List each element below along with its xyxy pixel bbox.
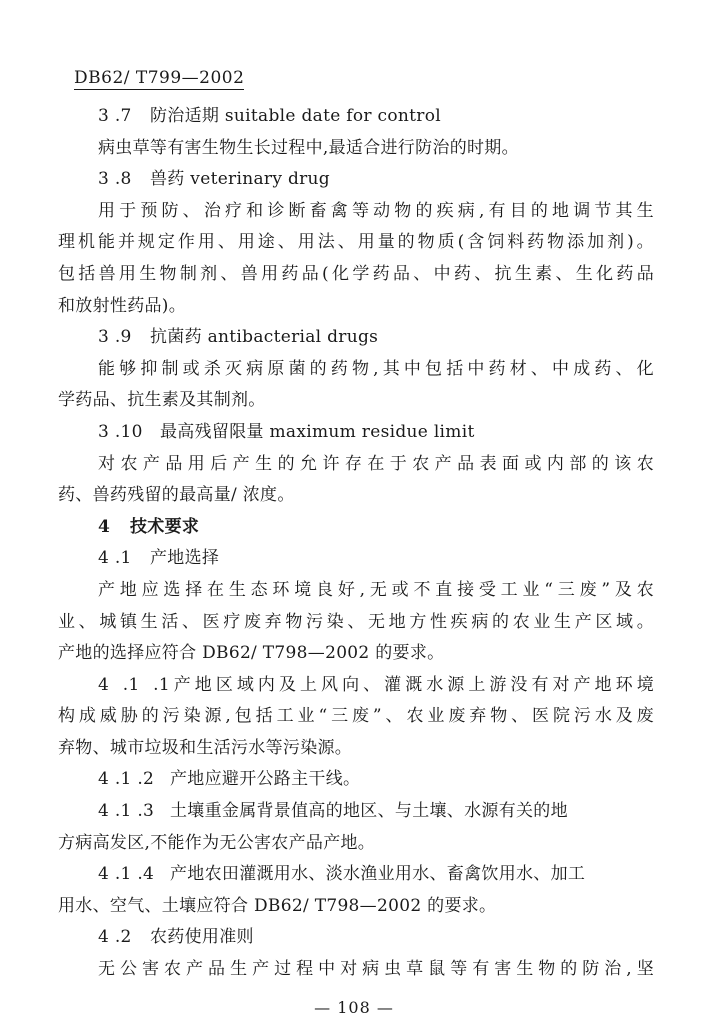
paragraph-text: 产地农田灌溉用水、淡水渔业用水、畜禽饮用水、加工 <box>170 864 586 885</box>
section-4-1-3-line <box>58 796 654 828</box>
paragraph-line: 产地应选择在生态环境良好,无或不直接受工业“三废”及农 <box>98 579 654 600</box>
paragraph-line: 理机能并规定作用、用途、用法、用量的物质(含饲料药物添加剂)。 <box>58 232 654 253</box>
paragraph-line: 用水、空气、土壤应符合 DB62/ T798—2002 的要求。 <box>58 895 497 916</box>
section-title: 最高残留限量 maximum residue limit <box>160 421 475 442</box>
section-number: 4 .1 <box>98 548 132 569</box>
paragraph-line: 业、城镇生活、医疗废弃物污染、无地方性疾病的农业生产区域。 <box>58 611 654 632</box>
paragraph-line: 产地的选择应符合 DB62/ T798—2002 的要求。 <box>58 643 445 664</box>
section-title: 技术要求 <box>130 516 200 537</box>
section-number: 4 <box>98 516 111 537</box>
section-3-10-heading <box>58 417 654 449</box>
paragraph-line: 方病高发区,不能作为无公害农产品产地。 <box>58 832 376 853</box>
section-4-1-1-line <box>58 670 654 702</box>
section-number: 4 .1 .1 <box>98 674 170 695</box>
paragraph-line: 能够抑制或杀灭病原菌的药物,其中包括中药材、中成药、化 <box>98 358 654 379</box>
section-number: 4 .2 <box>98 927 132 948</box>
section-4-2-heading <box>58 922 654 954</box>
section-title: 农药使用准则 <box>150 927 254 948</box>
section-number: 3 .9 <box>98 327 132 348</box>
section-4-1-2-line <box>58 764 654 796</box>
paragraph-line: 对农产品用后产生的允许存在于农产品表面或内部的该农 <box>98 453 654 474</box>
section-4-1-heading <box>58 543 654 575</box>
paragraph-line: 药、兽药残留的最高量/ 浓度。 <box>58 485 295 506</box>
section-number: 3 .10 <box>98 421 143 442</box>
section-4-1-4-line <box>58 859 654 891</box>
paragraph-line: 和放射性药品)。 <box>58 295 187 316</box>
paragraph-line: 弃物、城市垃圾和生活污水等污染源。 <box>58 737 353 758</box>
section-4-heading <box>58 512 654 544</box>
paragraph-line: 病虫草等有害生物生长过程中,最适合进行防治的时期。 <box>98 137 519 158</box>
paragraph-text: 产地区域内及上风向、灌溉水源上游没有对产地环境 <box>170 674 654 695</box>
paragraph-line: 包括兽用生物制剂、兽用药品(化学药品、中药、抗生素、生化药品 <box>58 263 654 284</box>
section-number: 4 .1 .4 <box>98 864 155 885</box>
section-title: 抗菌药 antibacterial drugs <box>150 327 379 348</box>
section-number: 4 .1 .2 <box>98 769 155 790</box>
standard-code-header: DB62/ T799—2002 <box>74 68 245 88</box>
section-title: 兽药 veterinary drug <box>150 169 330 190</box>
section-title: 防治适期 suitable date for control <box>150 106 441 126</box>
section-3-8-heading <box>58 164 654 196</box>
paragraph-line: 构成威胁的污染源,包括工业“三废”、农业废弃物、医院污水及废 <box>58 706 654 727</box>
section-3-7-heading <box>58 101 654 133</box>
page-number: — 108 — <box>314 998 394 1017</box>
paragraph-line: 学药品、抗生素及其制剂。 <box>58 390 266 411</box>
section-title: 产地选择 <box>150 548 220 569</box>
section-3-9-heading <box>58 322 654 354</box>
paragraph-text: 产地应避开公路主干线。 <box>170 769 361 790</box>
paragraph-line: 用于预防、治疗和诊断畜禽等动物的疾病,有目的地调节其生 <box>98 200 654 221</box>
section-number: 4 .1 .3 <box>98 801 155 822</box>
document-body <box>58 101 654 986</box>
section-number: 3 .7 <box>98 106 132 126</box>
paragraph-text: 土壤重金属背景值高的地区、与土壤、水源有关的地 <box>170 801 568 822</box>
paragraph-line: 无公害农产品生产过程中对病虫草鼠等有害生物的防治,坚 <box>98 959 654 980</box>
section-number: 3 .8 <box>98 169 132 190</box>
